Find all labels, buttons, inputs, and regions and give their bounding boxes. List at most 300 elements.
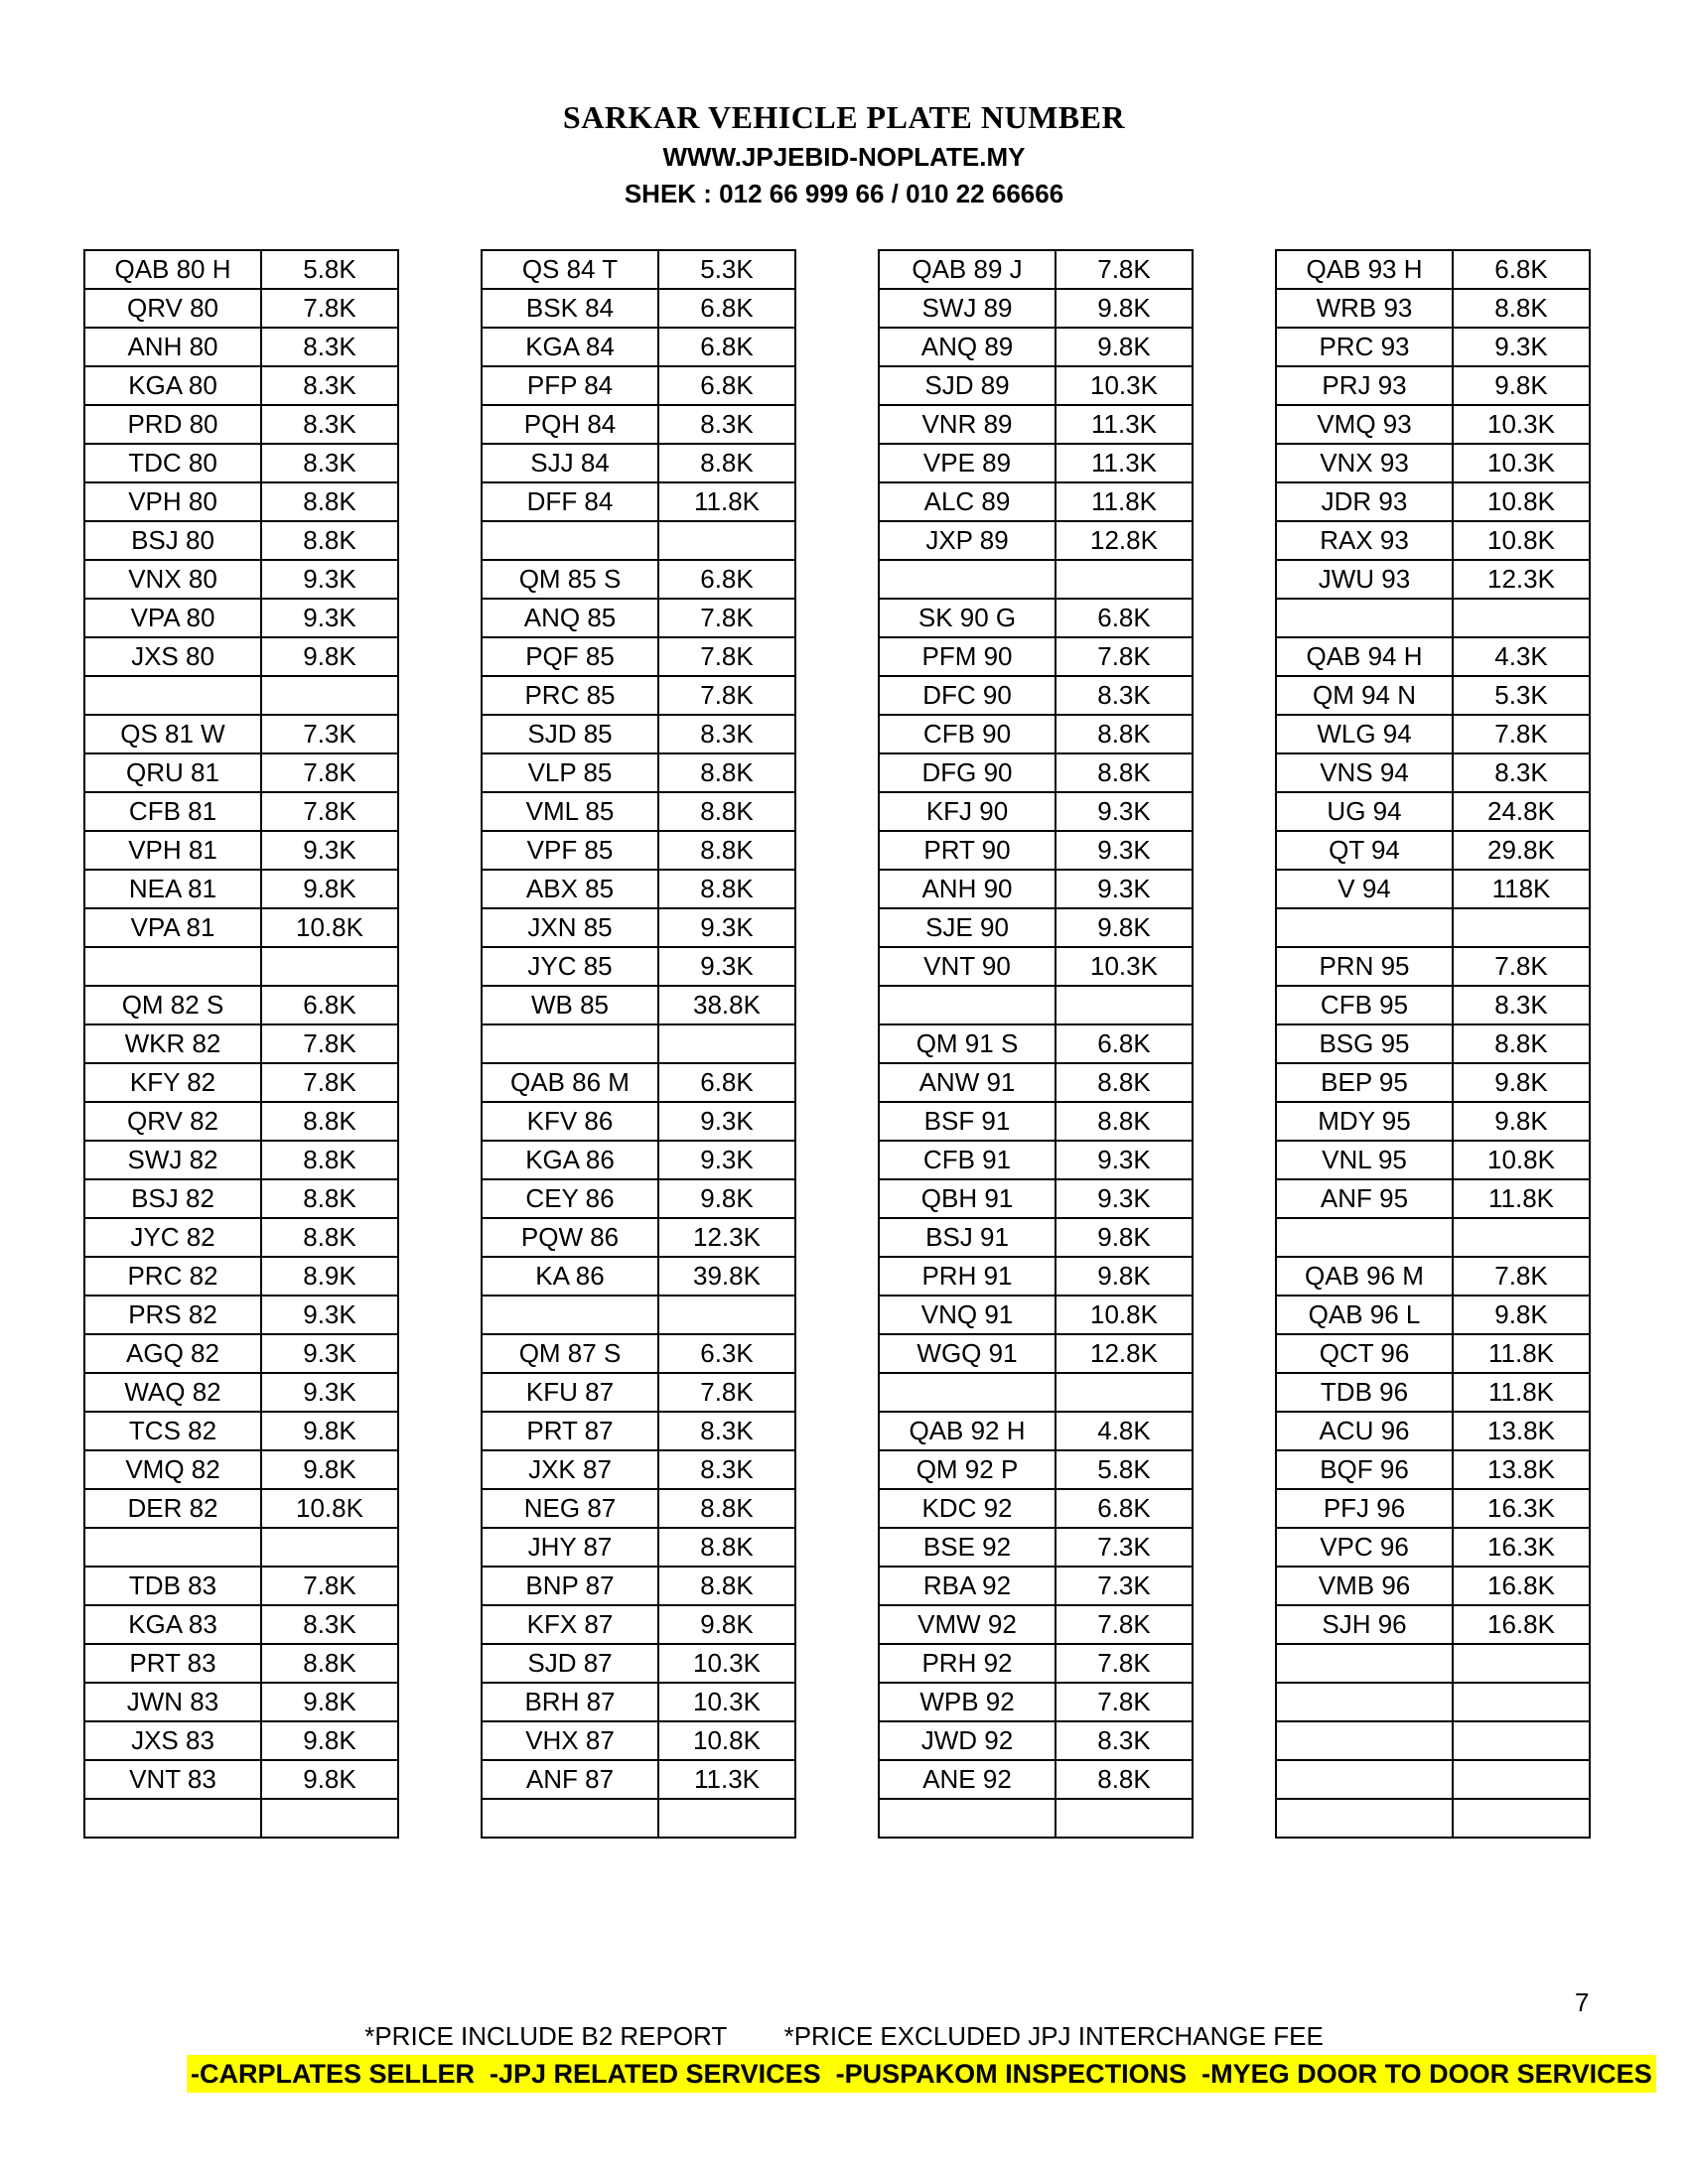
price-cell: 10.3K (1453, 405, 1590, 444)
price-cell: 10.8K (1055, 1296, 1193, 1334)
plate-number-cell: VNQ 91 (879, 1296, 1055, 1334)
table-row (482, 599, 795, 637)
plate-number-cell: NEG 87 (482, 1489, 658, 1528)
price-cell: 16.3K (1453, 1528, 1590, 1567)
price-cell: 8.3K (261, 444, 398, 482)
plate-number-cell: UG 94 (1276, 792, 1453, 831)
price-cell: 8.3K (1453, 986, 1590, 1024)
table-row (1276, 1141, 1590, 1179)
price-cell: 9.8K (261, 1412, 398, 1450)
table-row (879, 328, 1193, 366)
plate-number-cell (482, 1024, 658, 1063)
plate-number-cell: KGA 84 (482, 328, 658, 366)
price-cell: 9.3K (261, 560, 398, 599)
table-row (482, 676, 795, 715)
plate-number-cell: QAB 93 H (1276, 250, 1453, 289)
plate-number-cell: JWN 83 (84, 1683, 261, 1721)
plate-number-cell: WPB 92 (879, 1683, 1055, 1721)
plate-number-cell: RAX 93 (1276, 521, 1453, 560)
table-row (879, 1102, 1193, 1141)
price-cell: 10.8K (658, 1721, 795, 1760)
table-row (84, 1141, 398, 1179)
plate-number-cell (84, 1799, 261, 1838)
price-cell (1453, 1721, 1590, 1760)
price-cell: 9.3K (658, 947, 795, 986)
plate-number-cell: RBA 92 (879, 1567, 1055, 1605)
plate-number-cell: TDB 83 (84, 1567, 261, 1605)
table-row (84, 1799, 398, 1838)
price-cell: 9.3K (658, 1141, 795, 1179)
table-row (879, 366, 1193, 405)
price-cell: 8.8K (1453, 289, 1590, 328)
price-cell: 8.8K (658, 1528, 795, 1567)
plate-number-cell: JXS 83 (84, 1721, 261, 1760)
price-cell: 38.8K (658, 986, 795, 1024)
plate-number-cell: VPF 85 (482, 831, 658, 870)
table-row (1276, 328, 1590, 366)
plate-number-cell: QCT 96 (1276, 1334, 1453, 1373)
plate-number-cell: VLP 85 (482, 753, 658, 792)
price-cell: 9.3K (261, 1296, 398, 1334)
table-row (84, 715, 398, 753)
table-row (879, 908, 1193, 947)
table-row (482, 289, 795, 328)
price-cell: 8.3K (1055, 676, 1193, 715)
price-cell (658, 521, 795, 560)
table-row (879, 444, 1193, 482)
price-cell (1453, 908, 1590, 947)
plate-number-cell: PRT 90 (879, 831, 1055, 870)
price-cell: 7.8K (1453, 1257, 1590, 1296)
table-row (482, 1257, 795, 1296)
table-row (84, 560, 398, 599)
price-cell: 8.8K (261, 521, 398, 560)
table-row (1276, 908, 1590, 947)
table-row (482, 1334, 795, 1373)
table-row (1276, 1721, 1590, 1760)
table-row (879, 1296, 1193, 1334)
table-row (482, 1721, 795, 1760)
plate-number-cell: BNP 87 (482, 1567, 658, 1605)
price-cell: 7.8K (261, 1567, 398, 1605)
table-row (84, 1024, 398, 1063)
table-row (482, 792, 795, 831)
table-row (482, 1489, 795, 1528)
price-cell: 6.8K (658, 1063, 795, 1102)
price-cell: 12.3K (1453, 560, 1590, 599)
plate-number-cell: SJE 90 (879, 908, 1055, 947)
plate-number-cell: BEP 95 (1276, 1063, 1453, 1102)
price-cell: 9.8K (261, 1760, 398, 1799)
table-row (84, 1257, 398, 1296)
plate-number-cell: KGA 86 (482, 1141, 658, 1179)
plate-number-cell: PFJ 96 (1276, 1489, 1453, 1528)
price-cell: 5.3K (1453, 676, 1590, 715)
plate-number-cell: AGQ 82 (84, 1334, 261, 1373)
plate-number-cell: SJD 87 (482, 1644, 658, 1683)
table-row (84, 1721, 398, 1760)
table-row (482, 753, 795, 792)
table-row (84, 444, 398, 482)
price-cell: 118K (1453, 870, 1590, 908)
plate-number-cell: CFB 81 (84, 792, 261, 831)
price-cell: 6.8K (1055, 1024, 1193, 1063)
plate-number-cell: QAB 86 M (482, 1063, 658, 1102)
price-cell: 7.8K (261, 753, 398, 792)
plate-number-cell (1276, 1721, 1453, 1760)
plate-number-cell: PRC 82 (84, 1257, 261, 1296)
price-cell: 9.8K (1453, 1296, 1590, 1334)
table-row (879, 1373, 1193, 1412)
table-row (1276, 1799, 1590, 1838)
price-cell: 7.8K (261, 792, 398, 831)
table-row (482, 366, 795, 405)
price-cell: 6.8K (658, 328, 795, 366)
plate-number-cell: ANW 91 (879, 1063, 1055, 1102)
plate-number-cell: PRJ 93 (1276, 366, 1453, 405)
price-cell: 5.8K (261, 250, 398, 289)
table-row (84, 1218, 398, 1257)
table-row (84, 250, 398, 289)
plate-number-cell: JXN 85 (482, 908, 658, 947)
price-cell: 6.8K (658, 366, 795, 405)
plate-number-cell: SK 90 G (879, 599, 1055, 637)
price-cell: 9.3K (658, 908, 795, 947)
plate-number-cell: VNR 89 (879, 405, 1055, 444)
table-row (879, 1450, 1193, 1489)
table-row (482, 1102, 795, 1141)
table-row (879, 560, 1193, 599)
plate-number-cell: QS 81 W (84, 715, 261, 753)
table-row (482, 444, 795, 482)
price-cell: 8.8K (261, 482, 398, 521)
table-row (1276, 1567, 1590, 1605)
table-row (1276, 753, 1590, 792)
page-title: SARKAR VEHICLE PLATE NUMBER (562, 99, 1126, 135)
price-cell: 8.8K (261, 1141, 398, 1179)
table-row (482, 521, 795, 560)
price-cell: 13.8K (1453, 1450, 1590, 1489)
table-row (879, 792, 1193, 831)
plate-number-cell: KDC 92 (879, 1489, 1055, 1528)
price-cell: 6.8K (1055, 599, 1193, 637)
price-cell: 10.8K (1453, 1141, 1590, 1179)
table-row (879, 715, 1193, 753)
table-row (84, 1683, 398, 1721)
table-row (482, 1760, 795, 1799)
price-cell: 8.8K (1055, 753, 1193, 792)
plate-number-cell: DER 82 (84, 1489, 261, 1528)
plate-number-cell: PQW 86 (482, 1218, 658, 1257)
plate-number-cell: V 94 (1276, 870, 1453, 908)
plate-number-cell: QRU 81 (84, 753, 261, 792)
table-row (482, 1605, 795, 1644)
price-cell: 11.8K (658, 482, 795, 521)
table-row (879, 1528, 1193, 1567)
price-cell: 8.8K (658, 444, 795, 482)
plate-number-cell (84, 676, 261, 715)
plate-number-cell: BSJ 91 (879, 1218, 1055, 1257)
table-row (84, 366, 398, 405)
price-cell: 7.8K (1055, 1644, 1193, 1683)
table-row (879, 599, 1193, 637)
price-cell: 9.3K (658, 1102, 795, 1141)
plate-number-cell: PRD 80 (84, 405, 261, 444)
table-row (1276, 1102, 1590, 1141)
plate-number-cell: KFX 87 (482, 1605, 658, 1644)
price-cell: 7.8K (658, 676, 795, 715)
plate-number-cell: PRH 91 (879, 1257, 1055, 1296)
table-row (1276, 1644, 1590, 1683)
table-row (84, 1760, 398, 1799)
price-cell: 9.3K (261, 1373, 398, 1412)
table-row (879, 405, 1193, 444)
plate-number-cell: QAB 89 J (879, 250, 1055, 289)
table-row (1276, 1257, 1590, 1296)
table-row (84, 1644, 398, 1683)
plate-number-cell: WGQ 91 (879, 1334, 1055, 1373)
plate-number-cell: JWU 93 (1276, 560, 1453, 599)
plate-number-cell: BSJ 82 (84, 1179, 261, 1218)
price-cell: 8.3K (1055, 1721, 1193, 1760)
plate-number-cell: PRC 85 (482, 676, 658, 715)
table-row (84, 947, 398, 986)
table-row (879, 986, 1193, 1024)
table-row (84, 870, 398, 908)
table-row (879, 289, 1193, 328)
plate-number-cell (1276, 908, 1453, 947)
table-row (84, 831, 398, 870)
plate-number-cell (482, 1296, 658, 1334)
plate-number-cell: CEY 86 (482, 1179, 658, 1218)
table-row (1276, 1450, 1590, 1489)
price-cell: 7.3K (1055, 1567, 1193, 1605)
table-row (482, 1373, 795, 1412)
plate-number-cell: PQH 84 (482, 405, 658, 444)
plate-number-cell (84, 1528, 261, 1567)
table-row (1276, 1334, 1590, 1373)
plate-number-cell: BSF 91 (879, 1102, 1055, 1141)
plate-number-cell: TDC 80 (84, 444, 261, 482)
plate-number-cell: VNL 95 (1276, 1141, 1453, 1179)
table-row (1276, 250, 1590, 289)
price-cell: 8.3K (261, 1605, 398, 1644)
price-cell: 6.8K (658, 560, 795, 599)
price-cell: 8.3K (658, 715, 795, 753)
plate-number-cell: KGA 80 (84, 366, 261, 405)
price-cell: 9.3K (1055, 831, 1193, 870)
price-cell: 8.8K (261, 1644, 398, 1683)
price-cell (261, 676, 398, 715)
table-row (879, 1760, 1193, 1799)
plate-number-cell: SJD 89 (879, 366, 1055, 405)
table-row (879, 1179, 1193, 1218)
price-cell: 5.8K (1055, 1450, 1193, 1489)
table-row (482, 250, 795, 289)
table-row (482, 482, 795, 521)
price-cell: 9.8K (261, 1721, 398, 1760)
plate-number-cell: VPA 81 (84, 908, 261, 947)
price-cell: 9.8K (261, 870, 398, 908)
plate-number-cell: QAB 96 M (1276, 1257, 1453, 1296)
table-row (879, 482, 1193, 521)
plate-number-cell: VHX 87 (482, 1721, 658, 1760)
plate-number-cell: CFB 95 (1276, 986, 1453, 1024)
table-row (879, 521, 1193, 560)
plate-number-cell (879, 1373, 1055, 1412)
table-row (1276, 366, 1590, 405)
plate-number-cell: BSJ 80 (84, 521, 261, 560)
plate-number-cell: DFC 90 (879, 676, 1055, 715)
plate-number-cell: VMQ 82 (84, 1450, 261, 1489)
table-row (482, 715, 795, 753)
price-cell (261, 1799, 398, 1838)
plate-number-cell: PRT 83 (84, 1644, 261, 1683)
table-row (879, 1605, 1193, 1644)
table-row (1276, 482, 1590, 521)
table-row (1276, 947, 1590, 986)
table-row (482, 1528, 795, 1567)
price-cell: 8.8K (658, 792, 795, 831)
price-cell: 11.3K (1055, 405, 1193, 444)
price-cell: 8.8K (1055, 1760, 1193, 1799)
plate-number-cell: BSE 92 (879, 1528, 1055, 1567)
price-cell: 8.8K (658, 831, 795, 870)
plate-number-cell: JYC 85 (482, 947, 658, 986)
price-cell: 9.3K (1453, 328, 1590, 366)
table-row (879, 637, 1193, 676)
table-row (482, 405, 795, 444)
price-cell: 12.8K (1055, 1334, 1193, 1373)
plate-number-cell: ABX 85 (482, 870, 658, 908)
table-row (84, 1296, 398, 1334)
price-cell: 8.8K (1055, 1063, 1193, 1102)
price-notes: *PRICE INCLUDE B2 REPORT *PRICE EXCLUDED JPJ INTERCHANGE FEE (364, 2021, 1324, 2051)
price-cell: 6.8K (1453, 250, 1590, 289)
table-row (879, 1683, 1193, 1721)
table-row (1276, 1024, 1590, 1063)
plate-number-cell: CFB 91 (879, 1141, 1055, 1179)
plate-number-cell (1276, 1644, 1453, 1683)
price-cell: 7.8K (1055, 637, 1193, 676)
table-row (482, 328, 795, 366)
table-row (1276, 1528, 1590, 1567)
table-row (482, 831, 795, 870)
price-cell: 9.8K (261, 1450, 398, 1489)
price-cell: 29.8K (1453, 831, 1590, 870)
price-cell: 6.8K (658, 289, 795, 328)
plate-number-cell (482, 521, 658, 560)
table-row (482, 908, 795, 947)
plate-number-cell: PRT 87 (482, 1412, 658, 1450)
price-cell: 9.8K (1055, 908, 1193, 947)
table-row (84, 1373, 398, 1412)
price-cell (1453, 1644, 1590, 1683)
plate-number-cell: BRH 87 (482, 1683, 658, 1721)
plate-number-cell: BSK 84 (482, 289, 658, 328)
price-cell: 7.8K (1453, 715, 1590, 753)
plate-number-cell: VPE 89 (879, 444, 1055, 482)
table-row (1276, 405, 1590, 444)
table-row (1276, 831, 1590, 870)
price-cell (1453, 1799, 1590, 1838)
price-cell: 16.3K (1453, 1489, 1590, 1528)
table-row (84, 1412, 398, 1450)
price-cell: 9.8K (1055, 289, 1193, 328)
plate-number-cell: KA 86 (482, 1257, 658, 1296)
plate-number-cell (879, 1799, 1055, 1838)
plate-number-cell: VNT 90 (879, 947, 1055, 986)
price-cell: 7.8K (1055, 1605, 1193, 1644)
plate-number-cell: QAB 92 H (879, 1412, 1055, 1450)
price-cell: 9.8K (1055, 1257, 1193, 1296)
table-row (84, 1605, 398, 1644)
price-cell: 8.8K (658, 753, 795, 792)
price-cell: 9.3K (1055, 870, 1193, 908)
price-cell: 8.8K (1453, 1024, 1590, 1063)
price-cell: 16.8K (1453, 1605, 1590, 1644)
price-cell: 9.8K (1453, 1102, 1590, 1141)
table-row (84, 1334, 398, 1373)
plate-number-cell (879, 560, 1055, 599)
table-row (879, 1412, 1193, 1450)
plate-number-cell: QT 94 (1276, 831, 1453, 870)
table-row (879, 1218, 1193, 1257)
price-cell: 4.3K (1453, 637, 1590, 676)
plate-number-cell: ANH 90 (879, 870, 1055, 908)
price-cell (1055, 1799, 1193, 1838)
contact-numbers: SHEK : 012 66 999 66 / 010 22 66666 (624, 179, 1064, 208)
plate-number-cell: TCS 82 (84, 1412, 261, 1450)
table-row (1276, 637, 1590, 676)
plate-number-cell: PQF 85 (482, 637, 658, 676)
table-row (1276, 1489, 1590, 1528)
plate-number-cell: PRC 93 (1276, 328, 1453, 366)
price-cell: 8.8K (261, 1179, 398, 1218)
plate-number-cell: ALC 89 (879, 482, 1055, 521)
plate-number-cell: JHY 87 (482, 1528, 658, 1567)
plate-number-cell: BSG 95 (1276, 1024, 1453, 1063)
plate-number-cell: QAB 94 H (1276, 637, 1453, 676)
price-cell: 6.3K (658, 1334, 795, 1373)
price-cell: 9.8K (261, 1683, 398, 1721)
price-cell (658, 1024, 795, 1063)
price-cell: 7.3K (261, 715, 398, 753)
table-row (1276, 792, 1590, 831)
price-cell (1453, 1218, 1590, 1257)
plate-number-cell: DFF 84 (482, 482, 658, 521)
table-row (1276, 1179, 1590, 1218)
price-cell: 9.8K (1055, 1218, 1193, 1257)
price-cell: 5.3K (658, 250, 795, 289)
table-row (482, 1141, 795, 1179)
price-cell (658, 1799, 795, 1838)
table-row (482, 1179, 795, 1218)
plate-number-cell: ACU 96 (1276, 1412, 1453, 1450)
price-cell: 11.3K (658, 1760, 795, 1799)
price-cell: 9.3K (261, 599, 398, 637)
table-row (482, 947, 795, 986)
price-cell: 8.3K (261, 366, 398, 405)
plate-number-cell: QAB 80 H (84, 250, 261, 289)
page-number: 7 (1575, 1987, 1590, 2017)
plate-number-cell (1276, 1760, 1453, 1799)
table-row (482, 1296, 795, 1334)
table-row (879, 1799, 1193, 1838)
price-cell: 9.8K (1055, 328, 1193, 366)
price-cell: 9.8K (261, 637, 398, 676)
table-row (482, 1412, 795, 1450)
